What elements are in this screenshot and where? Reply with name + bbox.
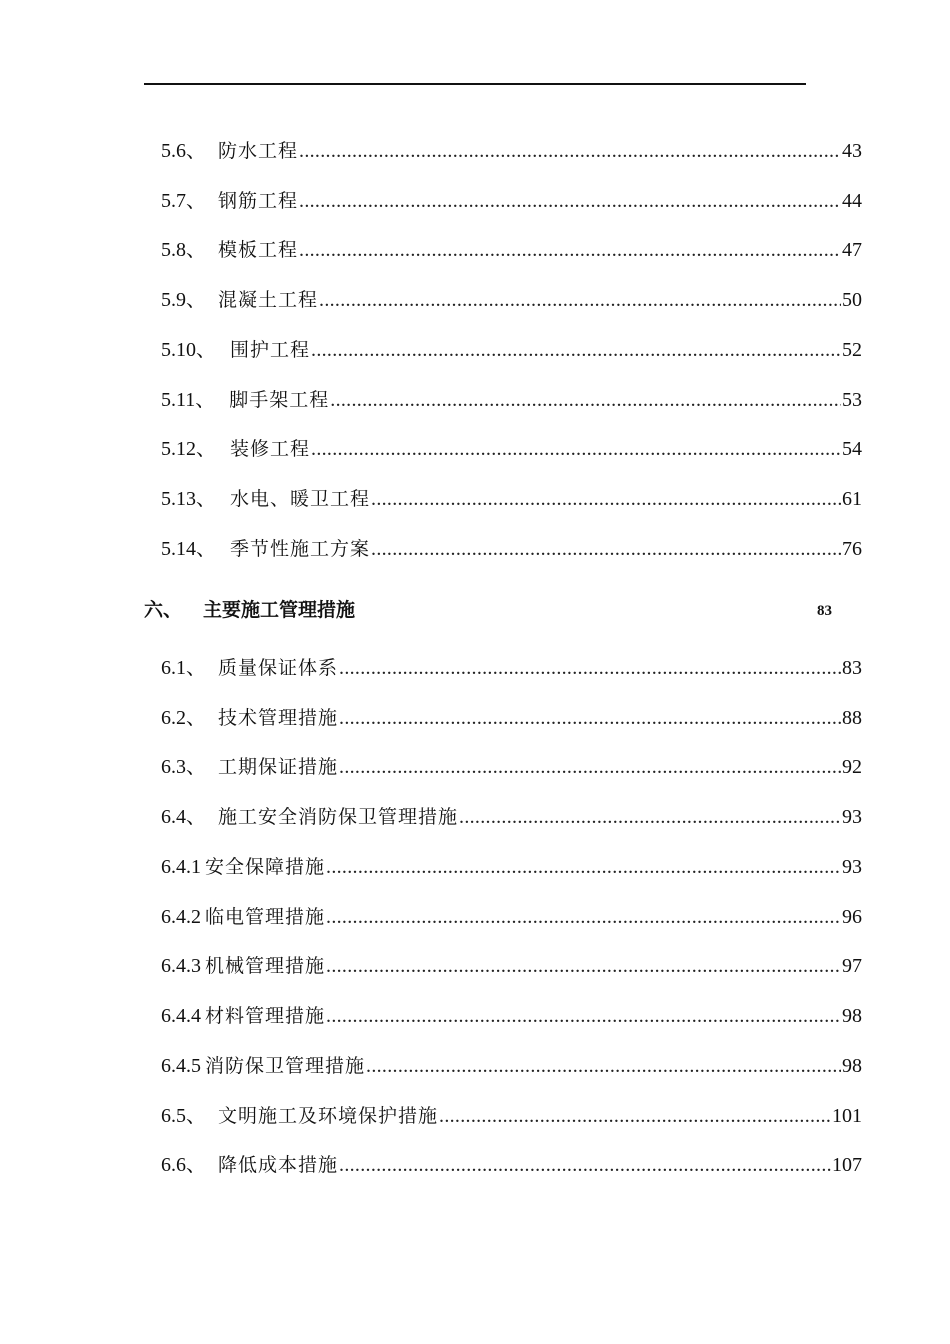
toc-entry-title: 装修工程	[230, 438, 311, 460]
toc-chapter-page: 83	[817, 603, 832, 619]
toc-entry-title: 文明施工及环境保护措施	[218, 1105, 439, 1127]
toc-leader-dots	[311, 335, 841, 365]
toc-entry-title: 水电、暖卫工程	[230, 488, 371, 510]
toc-entry-number: 5.9、	[161, 289, 206, 311]
toc-entry-title: 防水工程	[218, 140, 299, 162]
toc-leader-dots	[326, 1001, 841, 1031]
toc-entry-page: 107	[832, 1154, 862, 1176]
toc-entry-5-8[interactable]	[161, 235, 862, 265]
toc-entry-6-4-1[interactable]	[161, 852, 862, 882]
toc-entry-6-2[interactable]	[161, 703, 862, 733]
toc-entry-title: 模板工程	[218, 239, 299, 261]
toc-entry-5-12[interactable]	[161, 434, 862, 464]
toc-entry-5-7[interactable]	[161, 186, 862, 216]
toc-chapter-number: 六、	[144, 599, 183, 621]
toc-entry-number: 6.4.3	[161, 955, 201, 977]
toc-entry-6-5[interactable]	[161, 1101, 862, 1131]
toc-entry-number: 6.4.4	[161, 1005, 201, 1027]
toc-entry-number: 5.11、	[161, 389, 216, 411]
toc-entry-title: 临电管理措施	[205, 906, 326, 928]
toc-entry-page: 47	[842, 239, 862, 261]
toc-entry-page: 98	[842, 1055, 862, 1077]
toc-entry-number: 6.4.2	[161, 906, 201, 928]
toc-entry-5-6[interactable]	[161, 136, 862, 166]
toc-entry-6-1[interactable]	[161, 653, 862, 683]
toc-leader-dots	[459, 802, 841, 832]
toc-leader-dots	[366, 1051, 841, 1081]
toc-entry-6-3[interactable]	[161, 752, 862, 782]
toc-leader-dots	[299, 136, 841, 166]
toc-leader-dots	[339, 1150, 831, 1180]
toc-leader-dots	[330, 385, 841, 415]
toc-entry-number: 5.13、	[161, 488, 216, 510]
toc-entry-title: 混凝土工程	[218, 289, 319, 311]
toc-entry-title: 脚手架工程	[229, 389, 330, 411]
header-rule	[144, 83, 806, 85]
toc-chapter-6[interactable]	[144, 594, 844, 624]
toc-leader-dots	[371, 484, 841, 514]
toc-entry-title: 质量保证体系	[218, 657, 339, 679]
toc-entry-number: 5.12、	[161, 438, 216, 460]
toc-entry-number: 5.10、	[161, 339, 216, 361]
toc-entry-page: 93	[842, 806, 862, 828]
toc-entry-6-4-2[interactable]	[161, 902, 862, 932]
toc-entry-6-6[interactable]	[161, 1150, 862, 1180]
toc-entry-number: 6.4.5	[161, 1055, 201, 1077]
toc-leader-dots	[371, 534, 841, 564]
toc-entry-number: 5.14、	[161, 538, 216, 560]
toc-entry-title: 技术管理措施	[218, 707, 339, 729]
toc-entry-number: 5.7、	[161, 190, 206, 212]
toc-entry-5-13[interactable]	[161, 484, 862, 514]
toc-leader-dots	[319, 285, 841, 315]
toc-entry-title: 消防保卫管理措施	[205, 1055, 366, 1077]
toc-entry-number: 5.6、	[161, 140, 206, 162]
toc-entry-title: 工期保证措施	[218, 756, 339, 778]
toc-entry-number: 6.3、	[161, 756, 206, 778]
toc-leader-dots	[326, 852, 841, 882]
toc-entry-6-4[interactable]	[161, 802, 862, 832]
toc-entry-number: 6.2、	[161, 707, 206, 729]
toc-entry-title: 施工安全消防保卫管理措施	[218, 806, 459, 828]
toc-entry-5-14[interactable]	[161, 534, 862, 564]
toc-entry-title: 降低成本措施	[218, 1154, 339, 1176]
toc-entry-number: 6.6、	[161, 1154, 206, 1176]
toc-leader-dots	[299, 186, 841, 216]
toc-entry-title: 机械管理措施	[205, 955, 326, 977]
toc-entry-page: 93	[842, 856, 862, 878]
toc-entry-page: 76	[842, 538, 862, 560]
toc-entry-page: 52	[842, 339, 862, 361]
toc-entry-page: 97	[842, 955, 862, 977]
toc-leader-dots	[339, 752, 841, 782]
toc-entry-title: 季节性施工方案	[230, 538, 371, 560]
toc-entry-number: 5.8、	[161, 239, 206, 261]
toc-entry-page: 101	[832, 1105, 862, 1127]
toc-chapter-title: 主要施工管理措施	[202, 599, 355, 621]
toc-leader-dots	[299, 235, 841, 265]
toc-entry-5-11[interactable]	[161, 385, 862, 415]
toc-leader-dots	[311, 434, 841, 464]
toc-entry-page: 53	[842, 389, 862, 411]
toc-entry-5-9[interactable]	[161, 285, 862, 315]
toc-entry-page: 43	[842, 140, 862, 162]
toc-entry-page: 98	[842, 1005, 862, 1027]
toc-entry-6-4-5[interactable]	[161, 1051, 862, 1081]
toc-entry-title: 材料管理措施	[205, 1005, 326, 1027]
toc-entry-page: 83	[842, 657, 862, 679]
toc-entry-page: 88	[842, 707, 862, 729]
toc-entry-page: 61	[842, 488, 862, 510]
toc-leader-dots	[439, 1101, 831, 1131]
toc-entry-page: 96	[842, 906, 862, 928]
toc-entry-page: 50	[842, 289, 862, 311]
toc-leader-dots	[326, 902, 841, 932]
toc-entry-6-4-4[interactable]	[161, 1001, 862, 1031]
toc-entry-page: 92	[842, 756, 862, 778]
toc-entry-6-4-3[interactable]	[161, 951, 862, 981]
toc-entry-page: 44	[842, 190, 862, 212]
toc-entry-page: 54	[842, 438, 862, 460]
toc-entry-title: 安全保障措施	[205, 856, 326, 878]
toc-entry-number: 6.5、	[161, 1105, 206, 1127]
toc-leader-dots	[339, 703, 841, 733]
toc-entry-number: 6.4.1	[161, 856, 201, 878]
toc-entry-5-10[interactable]	[161, 335, 862, 365]
toc-leader-dots	[326, 951, 841, 981]
toc-entry-title: 围护工程	[230, 339, 311, 361]
toc-entry-number: 6.4、	[161, 806, 206, 828]
toc-entry-title: 钢筋工程	[218, 190, 299, 212]
toc-leader-dots	[339, 653, 841, 683]
toc-entry-number: 6.1、	[161, 657, 206, 679]
